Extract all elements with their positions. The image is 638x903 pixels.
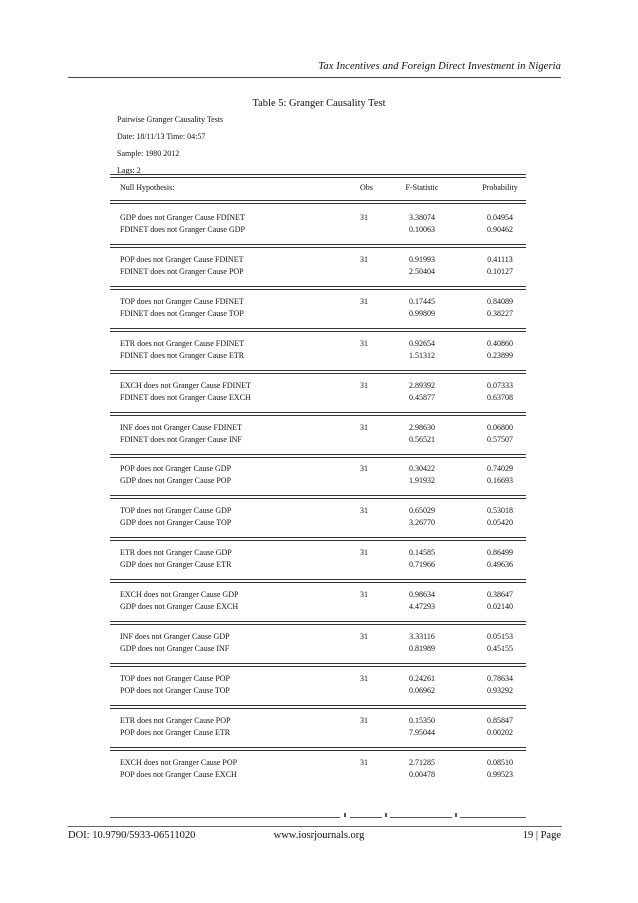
group-separator-rule: [110, 537, 526, 541]
probability-cell: 0.74029: [487, 464, 513, 474]
obs-cell: 31: [360, 464, 368, 474]
probability-cell: 0.38227: [487, 308, 513, 318]
f-statistic-cell: 0.06962: [409, 685, 435, 695]
f-statistic-cell: 2.89392: [409, 380, 435, 390]
f-statistic-cell: 4.47293: [409, 602, 435, 612]
group-separator-rule: [110, 747, 526, 751]
hypothesis-cell: GDP does not Granger Cause EXCH: [120, 602, 239, 612]
f-statistic-cell: 0.14585: [409, 548, 435, 558]
hypothesis-cell: POP does not Granger Cause TOP: [120, 685, 230, 695]
f-statistic-cell: 0.65029: [409, 506, 435, 516]
hypothesis-cell: FDINET does not Granger Cause TOP: [120, 308, 244, 318]
group-separator-rule: [110, 244, 526, 248]
obs-cell: 31: [360, 338, 368, 348]
obs-cell: 31: [360, 213, 368, 222]
f-statistic-cell: 0.81989: [409, 644, 435, 653]
probability-cell: 0.23899: [487, 350, 513, 360]
hypothesis-cell: FDINET does not Granger Cause EXCH: [120, 392, 251, 402]
obs-cell: 31: [360, 548, 368, 558]
meta-test-name: Pairwise Granger Causality Tests: [117, 115, 224, 124]
obs-cell: 31: [360, 757, 368, 767]
footer-rule: [68, 826, 562, 827]
f-statistic-cell: 0.98634: [409, 590, 435, 600]
probability-cell: 0.07333: [487, 380, 513, 390]
obs-cell: 31: [360, 380, 368, 390]
table-top-rule: [110, 174, 526, 178]
footer-website: www.iosrjournals.org: [273, 830, 365, 841]
header-bottom-rule: [110, 200, 526, 204]
hypothesis-cell: FDINET does not Granger Cause ETR: [120, 350, 245, 360]
group-separator-rule: [110, 663, 526, 667]
f-statistic-cell: 1.51312: [409, 350, 435, 360]
obs-cell: 31: [360, 715, 368, 725]
f-statistic-cell: 0.99809: [409, 308, 435, 318]
f-statistic-cell: 0.17445: [409, 296, 435, 306]
f-statistic-cell: 3.33116: [409, 632, 435, 641]
hypothesis-cell: GDP does not Granger Cause TOP: [120, 518, 232, 528]
bottom-rule-tick: [385, 813, 387, 817]
hypothesis-cell: POP does not Granger Cause FDINET: [120, 254, 244, 264]
hypothesis-cell: ETR does not Granger Cause POP: [120, 715, 231, 725]
obs-cell: 31: [360, 632, 368, 641]
f-statistic-cell: 7.95044: [409, 727, 435, 737]
probability-cell: 0.05153: [487, 632, 513, 641]
probability-cell: 0.85847: [487, 715, 513, 725]
hypothesis-cell: FDINET does not Granger Cause INF: [120, 434, 242, 444]
probability-cell: 0.49636: [487, 560, 513, 570]
group-separator-rule: [110, 495, 526, 499]
running-header: Tax Incentives and Foreign Direct Investment in Nigeria: [318, 61, 561, 72]
probability-cell: 0.08510: [487, 757, 513, 767]
footer-doi: DOI: 10.9790/5933-06511020: [68, 830, 196, 841]
header-rule: [68, 77, 561, 78]
probability-cell: 0.02140: [487, 602, 513, 612]
group-separator-rule: [110, 328, 526, 332]
hypothesis-cell: POP does not Granger Cause EXCH: [120, 769, 237, 779]
f-statistic-cell: 0.92654: [409, 338, 435, 348]
probability-cell: 0.10127: [487, 266, 513, 276]
obs-cell: 31: [360, 673, 368, 683]
meta-lags: Lags: 2: [117, 166, 141, 175]
hypothesis-cell: GDP does not Granger Cause ETR: [120, 560, 232, 570]
group-separator-rule: [110, 621, 526, 625]
probability-cell: 0.40860: [487, 338, 513, 348]
col-header-obs: Obs: [360, 183, 373, 192]
f-statistic-cell: 0.71966: [409, 560, 435, 570]
hypothesis-cell: EXCH does not Granger Cause POP: [120, 757, 238, 767]
hypothesis-cell: ETR does not Granger Cause GDP: [120, 548, 232, 558]
probability-cell: 0.41113: [487, 254, 513, 264]
hypothesis-cell: POP does not Granger Cause ETR: [120, 727, 231, 737]
hypothesis-cell: GDP does not Granger Cause FDINET: [120, 213, 245, 222]
probability-cell: 0.57507: [487, 434, 513, 444]
obs-cell: 31: [360, 506, 368, 516]
hypothesis-cell: TOP does not Granger Cause GDP: [120, 506, 232, 516]
group-separator-rule: [110, 454, 526, 458]
bottom-rule-segment: [390, 817, 452, 818]
f-statistic-cell: 2.50404: [409, 266, 435, 276]
f-statistic-cell: 3.26770: [409, 518, 435, 528]
obs-cell: 31: [360, 296, 368, 306]
probability-cell: 0.05420: [487, 518, 513, 528]
f-statistic-cell: 0.10063: [409, 225, 435, 234]
hypothesis-cell: FDINET does not Granger Cause GDP: [120, 225, 245, 234]
f-statistic-cell: 0.56521: [409, 434, 435, 444]
f-statistic-cell: 0.00478: [409, 769, 435, 779]
group-separator-rule: [110, 579, 526, 583]
hypothesis-cell: GDP does not Granger Cause INF: [120, 644, 230, 653]
group-separator-rule: [110, 705, 526, 709]
hypothesis-cell: EXCH does not Granger Cause FDINET: [120, 380, 251, 390]
probability-cell: 0.53018: [487, 506, 513, 516]
hypothesis-cell: EXCH does not Granger Cause GDP: [120, 590, 239, 600]
probability-cell: 0.84089: [487, 296, 513, 306]
probability-cell: 0.93292: [487, 685, 513, 695]
probability-cell: 0.38647: [487, 590, 513, 600]
group-separator-rule: [110, 286, 526, 290]
table-title: Table 5: Granger Causality Test: [252, 98, 386, 109]
hypothesis-cell: TOP does not Granger Cause POP: [120, 673, 230, 683]
col-header-f-statistic: F-Statistic: [405, 183, 439, 192]
probability-cell: 0.00202: [487, 727, 513, 737]
probability-cell: 0.99523: [487, 769, 513, 779]
probability-cell: 0.78634: [487, 673, 513, 683]
group-separator-rule: [110, 370, 526, 374]
col-header-null-hypothesis: Null Hypothesis:: [120, 183, 175, 192]
meta-date-time: Date: 18/11/13 Time: 04:57: [117, 132, 206, 141]
f-statistic-cell: 0.91993: [409, 254, 435, 264]
f-statistic-cell: 0.45877: [409, 392, 435, 402]
hypothesis-cell: TOP does not Granger Cause FDINET: [120, 296, 244, 306]
hypothesis-cell: POP does not Granger Cause GDP: [120, 464, 232, 474]
hypothesis-cell: FDINET does not Granger Cause POP: [120, 266, 244, 276]
obs-cell: 31: [360, 422, 368, 432]
probability-cell: 0.86499: [487, 548, 513, 558]
probability-cell: 0.45155: [487, 644, 513, 653]
hypothesis-cell: GDP does not Granger Cause POP: [120, 476, 232, 486]
hypothesis-cell: INF does not Granger Cause FDINET: [120, 422, 242, 432]
hypothesis-cell: INF does not Granger Cause GDP: [120, 632, 230, 641]
bottom-rule-segment: [110, 817, 340, 818]
f-statistic-cell: 2.71285: [409, 757, 435, 767]
meta-sample: Sample: 1980 2012: [117, 149, 180, 158]
footer-page-number: 19 | Page: [522, 830, 561, 841]
obs-cell: 31: [360, 590, 368, 600]
obs-cell: 31: [360, 254, 368, 264]
bottom-rule-tick: [344, 813, 346, 817]
probability-cell: 0.06800: [487, 422, 513, 432]
bottom-rule-segment: [460, 817, 526, 818]
bottom-rule-tick: [455, 813, 457, 817]
f-statistic-cell: 0.24261: [409, 673, 435, 683]
f-statistic-cell: 1.91932: [409, 476, 435, 486]
f-statistic-cell: 0.30422: [409, 464, 435, 474]
col-header-probability: Probability: [482, 183, 518, 192]
f-statistic-cell: 0.15350: [409, 715, 435, 725]
group-separator-rule: [110, 412, 526, 416]
f-statistic-cell: 2.98630: [409, 422, 435, 432]
probability-cell: 0.90462: [487, 225, 513, 234]
f-statistic-cell: 3.38074: [409, 213, 435, 222]
bottom-rule-segment: [350, 817, 382, 818]
hypothesis-cell: ETR does not Granger Cause FDINET: [120, 338, 245, 348]
probability-cell: 0.16693: [487, 476, 513, 486]
probability-cell: 0.63708: [487, 392, 513, 402]
probability-cell: 0.04954: [487, 213, 513, 222]
